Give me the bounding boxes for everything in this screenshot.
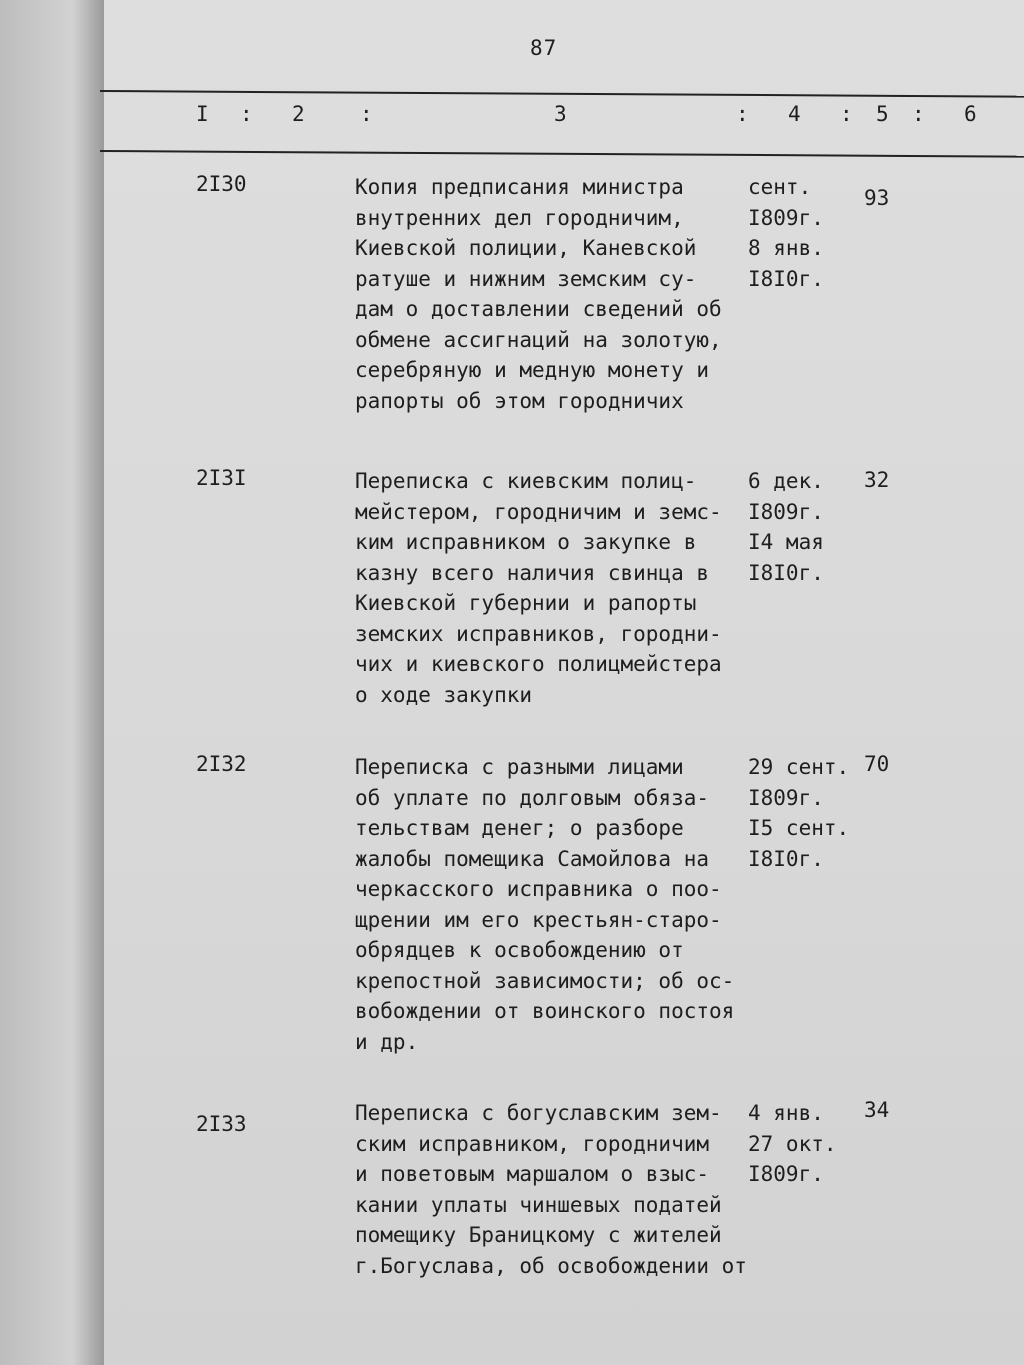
- record-sheets: 34: [864, 1098, 890, 1122]
- title-line: внутренних дел городничим,: [355, 205, 684, 230]
- date-line: I8I0г.: [748, 266, 824, 291]
- column-header-separator: :: [840, 102, 853, 126]
- title-line: ским исправником, городничим: [355, 1131, 710, 1156]
- column-header-separator: :: [240, 102, 253, 126]
- record-number: 2I32: [196, 752, 247, 776]
- title-line: серебряную и медную монету и: [355, 358, 710, 382]
- title-line: обрядцев к освобождению от: [355, 938, 684, 962]
- record-sheets: 93: [864, 186, 890, 210]
- date-line: I809г.: [748, 1162, 824, 1186]
- facing-page-edge: [0, 0, 104, 1365]
- date-line: 27 окт.: [748, 1131, 837, 1156]
- title-line: и др.: [355, 1029, 419, 1054]
- title-line: вобождении от воинского постоя: [355, 999, 735, 1023]
- title-line: ратуше и нижним земским су-: [355, 266, 697, 291]
- record-sheets: 32: [864, 468, 890, 492]
- title-line: об уплате по долговым обяза-: [355, 785, 710, 810]
- title-line: и поветовым маршалом о взыс-: [355, 1162, 710, 1186]
- title-line: крепостной зависимости; об ос-: [355, 968, 735, 993]
- title-line: Киевской губернии и рапорты: [355, 591, 697, 615]
- date-line: 29 сент.: [748, 755, 850, 779]
- date-line: 6 дек.: [748, 469, 824, 493]
- date-line: сент.: [748, 175, 812, 199]
- title-line: чих и киевского полицмейстера: [355, 652, 722, 676]
- title-line: тельствам денег; о разборе: [355, 816, 684, 840]
- column-header-cell: 6: [964, 102, 977, 126]
- date-line: I809г.: [748, 205, 824, 230]
- page-number: 87: [530, 36, 558, 60]
- title-line: помещику Браницкому с жителей: [355, 1223, 722, 1247]
- date-line: 4 янв.: [748, 1101, 824, 1125]
- title-line: Переписка с киевским полиц-: [355, 469, 697, 493]
- record-title: [355, 466, 755, 710]
- record-title: [355, 752, 755, 1057]
- title-line: ким исправником о закупке в: [355, 530, 697, 554]
- date-line: I4 мая: [748, 530, 824, 554]
- record-dates: [748, 752, 849, 874]
- date-line: I8I0г.: [748, 846, 824, 871]
- column-header: [196, 102, 996, 138]
- title-line: Переписка с разными лицами: [355, 755, 684, 779]
- title-line: дам о доставлении сведений об: [355, 297, 722, 321]
- title-line: Копия предписания министра: [355, 175, 684, 199]
- column-header-cell: 4: [788, 102, 801, 126]
- date-line: I809г.: [748, 499, 824, 524]
- title-line: щрении им его крестьян-старо-: [355, 907, 722, 932]
- title-line: черкасского исправника о поо-: [355, 877, 722, 901]
- record-dates: [748, 172, 824, 294]
- title-line: Переписка с богуславским зем-: [355, 1101, 722, 1125]
- record-number: 2I30: [196, 172, 247, 196]
- date-line: 8 янв.: [748, 236, 824, 260]
- record-dates: [748, 1098, 837, 1190]
- column-header-separator: :: [736, 102, 749, 126]
- title-line: г.Богуслава, об освобождении от: [355, 1253, 747, 1278]
- title-line: кании уплаты чиншевых податей: [355, 1192, 722, 1217]
- record-title: [355, 1098, 755, 1281]
- column-header-cell: 5: [876, 102, 889, 126]
- title-line: земских исправников, городни-: [355, 621, 722, 646]
- record-title: [355, 172, 755, 416]
- record-number: 2I33: [196, 1112, 247, 1136]
- title-line: о ходе закупки: [355, 682, 533, 707]
- column-header-separator: :: [912, 102, 925, 126]
- column-header-cell: 3: [554, 102, 567, 126]
- record-dates: [748, 466, 824, 588]
- title-line: Киевской полиции, Каневской: [355, 236, 697, 260]
- title-line: рапорты об этом городничих: [355, 388, 684, 413]
- date-line: I5 сент.: [748, 816, 850, 840]
- date-line: I8I0г.: [748, 560, 824, 585]
- title-line: мейстером, городничим и земс-: [355, 499, 722, 524]
- column-header-cell: 2: [292, 102, 305, 126]
- title-line: обмене ассигнаций на золотую,: [355, 327, 722, 352]
- column-header-separator: :: [360, 102, 373, 126]
- record-sheets: 70: [864, 752, 890, 776]
- title-line: казну всего наличия свинца в: [355, 560, 710, 585]
- date-line: I809г.: [748, 785, 824, 810]
- title-line: жалобы помещика Самойлова на: [355, 846, 710, 871]
- column-header-cell: I: [196, 102, 209, 126]
- record-number: 2I3I: [196, 466, 247, 490]
